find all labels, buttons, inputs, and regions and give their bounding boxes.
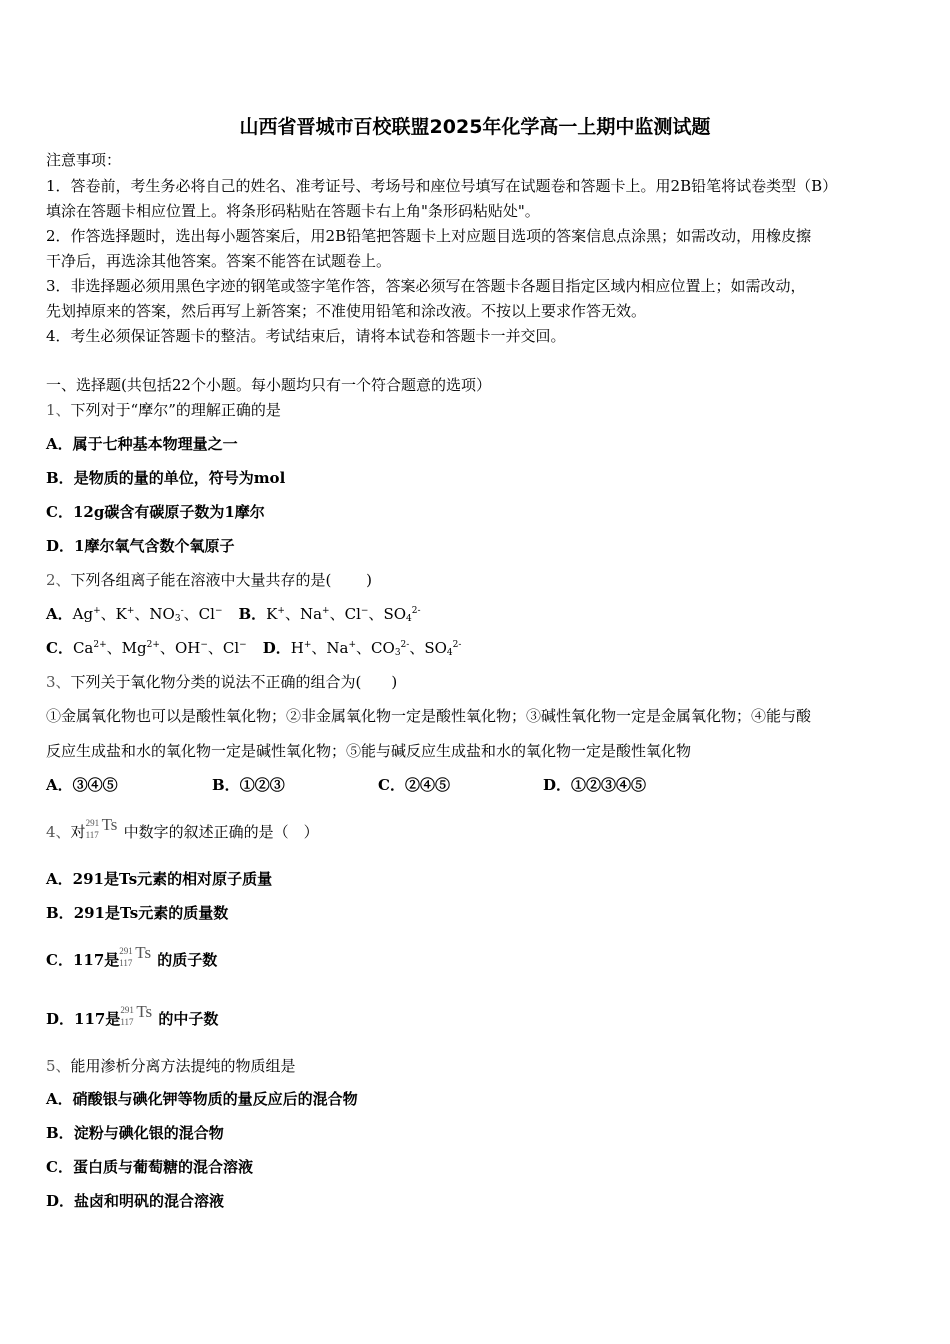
question-number: 2、 [46,571,71,589]
notice-line: 2．作答选择题时，选出每小题答案后，用2B铅笔把答题卡上对应题目选项的答案信息点涂黑；如需改动，用橡皮擦 [46,227,812,245]
ion-charge: + [348,640,357,650]
option-label: C． [46,1158,73,1176]
answer-option[interactable]: A．Ag+、K+、$NO_3^-$、Cl− [46,605,223,624]
notice-line: 填涂在答题卡相应位置上。将条形码粘贴在答题卡右上角"条形码粘贴处"。 [46,202,540,220]
ion: $NO_3^-$ [149,605,184,624]
ion: Na+ [326,639,357,657]
answer-option[interactable] [46,775,118,795]
ion: K+ [115,605,135,623]
answer-option[interactable] [46,943,218,971]
atomic-number: 117 [120,1017,134,1027]
question-text: 对 [70,823,86,841]
atomic-number: 117 [85,830,99,840]
option-text: 硝酸银与碘化钾等物质的量反应后的混合物 [72,1090,358,1108]
ion: Na+ [299,605,330,623]
ion: Cl− [344,605,369,623]
ion-subscript: 4 [406,614,412,624]
option-text: 淀粉与碘化银的混合物 [73,1124,224,1142]
mass-number: 291 [119,946,133,956]
ion: OH− [174,639,208,657]
ion: H+ [290,639,312,657]
ion-charge: − [239,640,247,650]
option-label: C． [46,951,73,969]
ion-charge: 2- [411,606,421,616]
notice-heading: 注意事项： [46,151,122,169]
ion: K+ [266,605,285,623]
answer-option[interactable]: D．H+、Na+、$CO_3^{2-}$、$SO_4^{2-}$ [262,639,462,658]
question-number: 3、 [46,673,71,691]
question-stem [46,1056,296,1076]
option-label: B． [238,605,267,623]
question-text: 中数字的叙述正确的是（ ） [123,823,319,841]
ion: $SO_4^{2-}$ [424,639,462,658]
question-number: 1、 [46,401,71,419]
ion: Cl− [222,639,247,657]
answer-option[interactable]: C．$Ca^{2+}$、$Mg^{2+}$、OH−、Cl− [46,639,247,657]
answer-option[interactable] [46,1089,358,1109]
answer-option[interactable] [46,536,234,556]
ion-subscript: 3 [394,648,401,658]
notice-line: 1．答卷前，考生务必将自己的姓名、准考证号、考场号和座位号填写在试题卷和答题卡上。用2B铅笔将试卷类型（B） [46,177,838,195]
answer-option[interactable] [46,1157,253,1177]
answer-option[interactable] [46,1123,224,1143]
option-text: 1摩尔氧气含数个氧原子 [74,537,235,555]
question-text: 下列对于“摩尔”的理解正确的是 [70,401,281,419]
option-label: B． [46,469,74,487]
option-text: 属于七种基本物理量之一 [72,435,238,453]
option-label: A． [46,1090,73,1108]
ion: $CO_3^{2-}$ [371,639,410,658]
ion-charge: − [200,640,208,650]
ion-charge: − [360,606,369,616]
option-text: 12g碳含有碳原子数为1摩尔 [72,503,265,521]
option-label: D． [543,776,572,794]
option-label: B． [46,1124,74,1142]
question-stem [46,815,319,843]
ion: Ag+ [72,605,101,623]
nuclide-symbol [119,943,157,971]
option-text: 蛋白质与葡萄糖的混合溶液 [72,1158,253,1176]
ion-options-row [46,638,461,658]
question-stem [46,570,372,590]
option-text: 291是Ts元素的质量数 [73,904,229,922]
question-number: 5、 [46,1057,71,1075]
option-text: ②④⑤ [404,776,450,794]
ion-charge: 2+ [93,640,107,650]
ion-charge: + [303,640,312,650]
question-text: 下列关于氧化物分类的说法不正确的组合为( ) [70,673,398,691]
option-text: ③④⑤ [72,776,118,794]
option-label: D． [46,537,75,555]
answer-option[interactable] [46,468,285,488]
option-label: D． [46,1010,75,1028]
mass-number: 291 [85,818,100,828]
ion: $Ca^{2+}$ [72,639,107,657]
question-stem [46,400,281,420]
notice-line: 干净后，再选涂其他答案。答案不能答在试题卷上。 [46,252,392,270]
option-label: C． [378,776,405,794]
page-title: 山西省晋城市百校联盟2025年化学高一上期中监测试题 [239,116,711,138]
option-label: B． [46,904,74,922]
notice-line: 先划掉原来的答案，然后再写上新答案；不准使用铅笔和涂改液。不按以上要求作答无效。 [46,302,647,320]
option-label: A． [46,870,73,888]
nuclide-symbol [120,1002,158,1030]
atomic-number: 117 [119,958,133,968]
option-text: 117是 [72,951,120,969]
option-label: A． [46,435,73,453]
ion-options-row [46,604,421,624]
option-label: C． [46,639,73,657]
ion-charge: 2+ [146,640,160,650]
ion-charge: 2- [452,640,462,650]
option-label: C． [46,503,73,521]
ion: Cl− [198,605,223,623]
option-label: A． [46,776,73,794]
option-text: 盐卤和明矾的混合溶液 [74,1192,225,1210]
mass-number: 291 [120,1005,134,1015]
answer-option[interactable] [46,502,265,522]
ion: $SO_4^{2-}$ [383,605,421,624]
notice-line: 3．非选择题必须用黑色字迹的钢笔或签字笔作答，答案必须写在答题卡各题目指定区域内相应位置上；如需改动， [46,277,806,295]
question-statement: 反应生成盐和水的氧化物一定是碱性氧化物；⑤能与碱反应生成盐和水的氧化物一定是酸性氧化物 [46,742,692,760]
option-text: ①②③④⑤ [571,776,647,794]
ion-subscript: 4 [446,648,453,658]
option-text: ①②③ [239,776,285,794]
option-text: 的质子数 [157,951,218,969]
option-text: 291是Ts元素的相对原子质量 [72,870,273,888]
option-label: D． [46,1192,75,1210]
answer-option[interactable] [212,775,285,795]
question-number: 4、 [46,823,71,841]
ion-charge: - [180,606,184,616]
section-heading: 一、选择题(共包括22个小题。每小题均只有一个符合题意的选项） [46,376,491,394]
option-label: A． [46,605,73,623]
answer-option[interactable] [46,1002,219,1030]
question-statement: ①金属氧化物也可以是酸性氧化物；②非金属氧化物一定是酸性氧化物；③碱性氧化物一定是金属氧化物；④能与酸 [46,707,812,725]
option-label: D． [262,639,291,657]
question-text: 能用渗析分离方法提纯的物质组是 [70,1057,296,1075]
option-text: 117是 [74,1010,121,1028]
ion-charge: 2- [400,640,410,650]
element-symbol: Ts [135,943,152,962]
answer-option[interactable] [46,903,228,923]
ion-charge: + [322,606,330,616]
answer-option[interactable]: B．K+、Na+、Cl−、$SO_4^{2-}$ [238,605,421,624]
answer-option[interactable] [46,434,238,454]
nuclide-symbol [85,815,124,843]
ion-charge: + [126,606,135,616]
ion-charge: + [93,606,101,616]
question-text: 下列各组离子能在溶液中大量共存的是( ) [70,571,373,589]
answer-option[interactable] [543,775,646,795]
ion-subscript: 3 [174,614,181,624]
element-symbol: Ts [136,1002,153,1021]
notice-line: 4．考生必须保证答题卡的整洁。考试结束后，请将本试卷和答题卡一并交回。 [46,327,566,345]
ion-charge: − [214,606,223,616]
question-stem [46,672,397,692]
answer-option[interactable] [46,869,272,889]
option-text: 的中子数 [158,1010,219,1028]
answer-option[interactable] [46,1191,224,1211]
option-label: B． [212,776,240,794]
option-text: 是物质的量的单位，符号为mol [73,469,286,487]
answer-option[interactable] [378,775,450,795]
ion: $Mg^{2+}$ [121,639,160,657]
element-symbol: Ts [101,815,118,834]
ion-charge: + [277,606,285,616]
